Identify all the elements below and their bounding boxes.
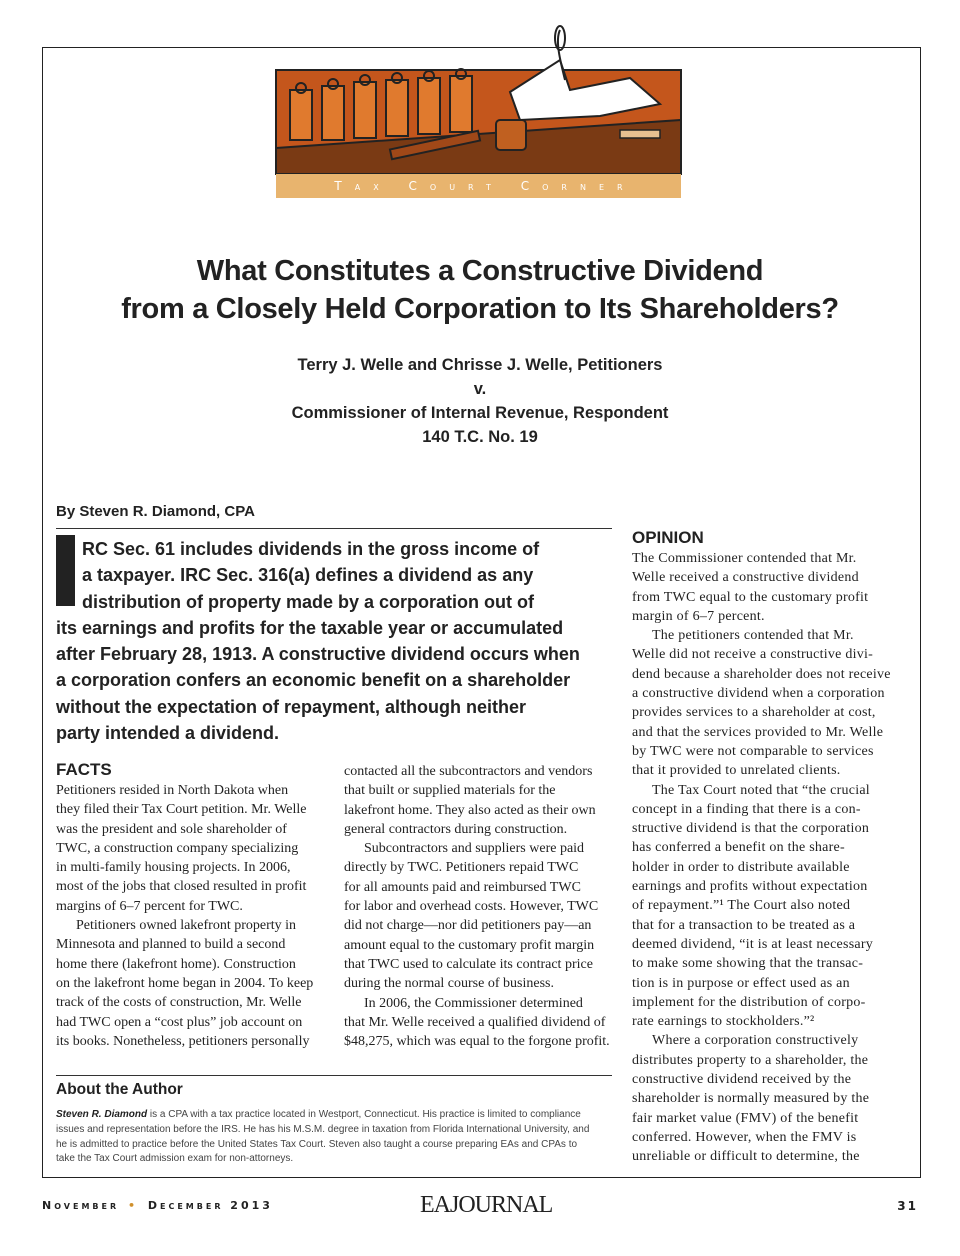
- text-line: The Tax Court noted that “the crucial: [652, 782, 870, 798]
- title-line: from a Closely Held Corporation to Its Shareholders?: [121, 293, 839, 325]
- text-line: of repayment.”¹ The Court also noted: [632, 898, 851, 914]
- case-line: v.: [473, 380, 487, 398]
- facts-column-1: [56, 781, 328, 1051]
- text-line: tion is in purpose or effect used as an: [632, 975, 850, 991]
- text-line: had TWC open a “cost plus” job account on: [56, 1014, 303, 1030]
- case-line: 140 T.C. No. 19: [422, 428, 538, 446]
- issue-month-2: December 2013: [147, 1199, 273, 1212]
- lede-line: distribution of property made by a corporation out of: [82, 591, 535, 612]
- about-line: take the Tax Court admission exam for non-attorneys.: [56, 1153, 294, 1165]
- lede-line: party intended a dividend.: [56, 723, 280, 744]
- text-line: provides services to a shareholder at cost,: [632, 705, 876, 721]
- text-line: general contractors during construction.: [344, 821, 568, 837]
- text-line: earnings and profits without expectation: [632, 879, 868, 895]
- text-line: from TWC equal to the customary profit: [632, 589, 869, 605]
- page-number: 31: [897, 1199, 918, 1213]
- text-line: for all amounts paid and reimbursed TWC: [344, 879, 581, 895]
- opinion-heading: OPINION: [632, 528, 704, 547]
- issue-month-1: November: [42, 1199, 120, 1212]
- text-line: home there (lakefront home). Construction: [56, 956, 296, 972]
- text-line: most of the jobs that closed resulted in profit: [56, 879, 307, 895]
- text-line: Petitioners resided in North Dakota when: [56, 783, 289, 798]
- text-line: and that the services provided to Mr. Welle: [632, 724, 884, 740]
- text-line: concept in a finding that there is a con-: [632, 801, 861, 817]
- lede-divider: [56, 528, 612, 529]
- lede-line: its earnings and profits for the taxable year or accumulated: [56, 617, 564, 638]
- text-line: did not charge—nor did petitioners pay—an: [344, 918, 592, 934]
- title-line: What Constitutes a Constructive Dividend: [196, 255, 764, 287]
- section-banner: [276, 174, 681, 198]
- text-line: margins of 6–7 percent for TWC.: [56, 898, 243, 914]
- text-line: $48,275, which was equal to the forgone profit.: [344, 1034, 610, 1050]
- text-line: TWC, a construction company specializing: [56, 840, 299, 856]
- text-line: for labor and overhead costs. However, TWC: [344, 899, 599, 915]
- case-line: Terry J. Welle and Chrisse J. Welle, Petitioners: [297, 356, 663, 374]
- lede-line: a taxpayer. IRC Sec. 316(a) defines a dividend as any: [82, 565, 534, 586]
- text-line: deemed dividend, “it is at least necessary: [632, 936, 874, 952]
- text-line: Welle received a constructive dividend: [632, 570, 859, 586]
- byline: By Steven R. Diamond, CPA: [56, 503, 255, 520]
- about-line: issues and representation before the IRS. He has his M.S.M. degree in taxation from Florida International University, and: [56, 1123, 590, 1135]
- opinion-column: [632, 549, 904, 1167]
- text-line: that TWC used to calculate its contract price: [344, 956, 593, 972]
- text-line: unreliable or difficult to determine, the: [632, 1149, 860, 1165]
- about-author-text: [56, 1108, 612, 1167]
- facts-heading: FACTS: [56, 760, 112, 779]
- text-line: directly by TWC. Petitioners repaid TWC: [344, 860, 579, 876]
- text-line: Subcontractors and suppliers were paid: [364, 841, 585, 857]
- text-line: during the normal course of business.: [344, 976, 554, 992]
- text-line: Where a corporation constructively: [652, 1033, 859, 1049]
- text-line: distributes property to a shareholder, the: [632, 1052, 869, 1068]
- text-line: Welle did not receive a constructive divi-: [632, 647, 874, 663]
- about-divider: [56, 1075, 612, 1076]
- text-line: Petitioners owned lakefront property in: [76, 918, 297, 934]
- facts-column-2: [344, 762, 614, 1051]
- separator-dot: •: [127, 1199, 136, 1212]
- text-line: track of the costs of construction, Mr. Welle: [56, 995, 302, 1011]
- text-line: that it provided to unrelated clients.: [632, 763, 841, 779]
- text-line: constructive dividend received by the: [632, 1072, 852, 1088]
- lede-line: RC Sec. 61 includes dividends in the gross income of: [82, 539, 540, 559]
- text-line: rate earnings to stockholders.”²: [632, 1014, 815, 1030]
- journal-logo: EAJOURNAL: [420, 1192, 553, 1218]
- text-line: that for a transaction to be treated as a: [632, 917, 856, 933]
- text-line: was the president and sole shareholder of: [56, 821, 287, 837]
- lede-paragraph: [56, 536, 612, 746]
- text-line: dend because a shareholder does not receive: [632, 666, 891, 682]
- text-line: a constructive dividend when a corporation: [632, 686, 885, 702]
- issue-date: [42, 1199, 273, 1212]
- text-line: to make some showing that the transac-: [632, 956, 864, 972]
- text-line: in multi-family housing projects. In 2006,: [56, 860, 291, 876]
- text-line: shareholder is normally measured by the: [632, 1091, 870, 1107]
- about-line: Steven R. Diamond is a CPA with a tax practice located in Westport, Connecticut. His practice is limited to compliance: [56, 1109, 581, 1120]
- text-line: by TWC were not comparable to services: [632, 743, 874, 759]
- text-line: margin of 6–7 percent.: [632, 608, 765, 624]
- case-line: Commissioner of Internal Revenue, Respondent: [291, 404, 669, 422]
- about-line: he is admitted to practice before the United States Tax Court. Steven also taught a course preparing EAs and CPAs to: [56, 1138, 578, 1150]
- article-title: [60, 252, 900, 328]
- text-line: In 2006, the Commissioner determined: [364, 995, 583, 1011]
- case-caption: [230, 353, 730, 449]
- text-line: holder in order to distribute available: [632, 859, 850, 875]
- text-line: lakefront home. They also acted as their own: [344, 802, 596, 818]
- text-line: that Mr. Welle received a qualified dividend of: [344, 1014, 606, 1030]
- lede-line: after February 28, 1913. A constructive dividend occurs when: [56, 644, 580, 665]
- text-line: on the lakefront home began in 2004. To keep: [56, 975, 314, 991]
- text-line: fair market value (FMV) of the benefit: [632, 1110, 859, 1126]
- section-banner-label: Tax Court Corner: [334, 179, 636, 193]
- author-name: Steven R. Diamond: [56, 1109, 148, 1120]
- text-line: has conferred a benefit on the share-: [632, 840, 845, 856]
- lede-line: without the expectation of repayment, although neither: [56, 696, 527, 717]
- text-line: amount equal to the customary profit margin: [344, 937, 595, 953]
- courtroom-illustration: [260, 20, 700, 200]
- text-line: its books. Nonetheless, petitioners personally: [56, 1033, 310, 1049]
- text-line: The petitioners contended that Mr.: [652, 628, 854, 644]
- text-line: Minnesota and planned to build a second: [56, 937, 286, 953]
- text-line: contacted all the subcontractors and vendors: [344, 764, 593, 779]
- text-line: that built or supplied materials for the: [344, 783, 556, 799]
- lede-line: a corporation confers an economic benefit on a shareholder: [56, 670, 571, 691]
- about-author-heading: About the Author: [56, 1081, 183, 1098]
- text-line: implement for the distribution of corpo-: [632, 994, 866, 1010]
- text-line: conferred. However, when the FMV is: [632, 1129, 857, 1145]
- text-line: The Commissioner contended that Mr.: [632, 551, 857, 566]
- text-line: structive dividend is that the corporation: [632, 821, 870, 837]
- text-line: they filed their Tax Court petition. Mr. Welle: [56, 802, 307, 818]
